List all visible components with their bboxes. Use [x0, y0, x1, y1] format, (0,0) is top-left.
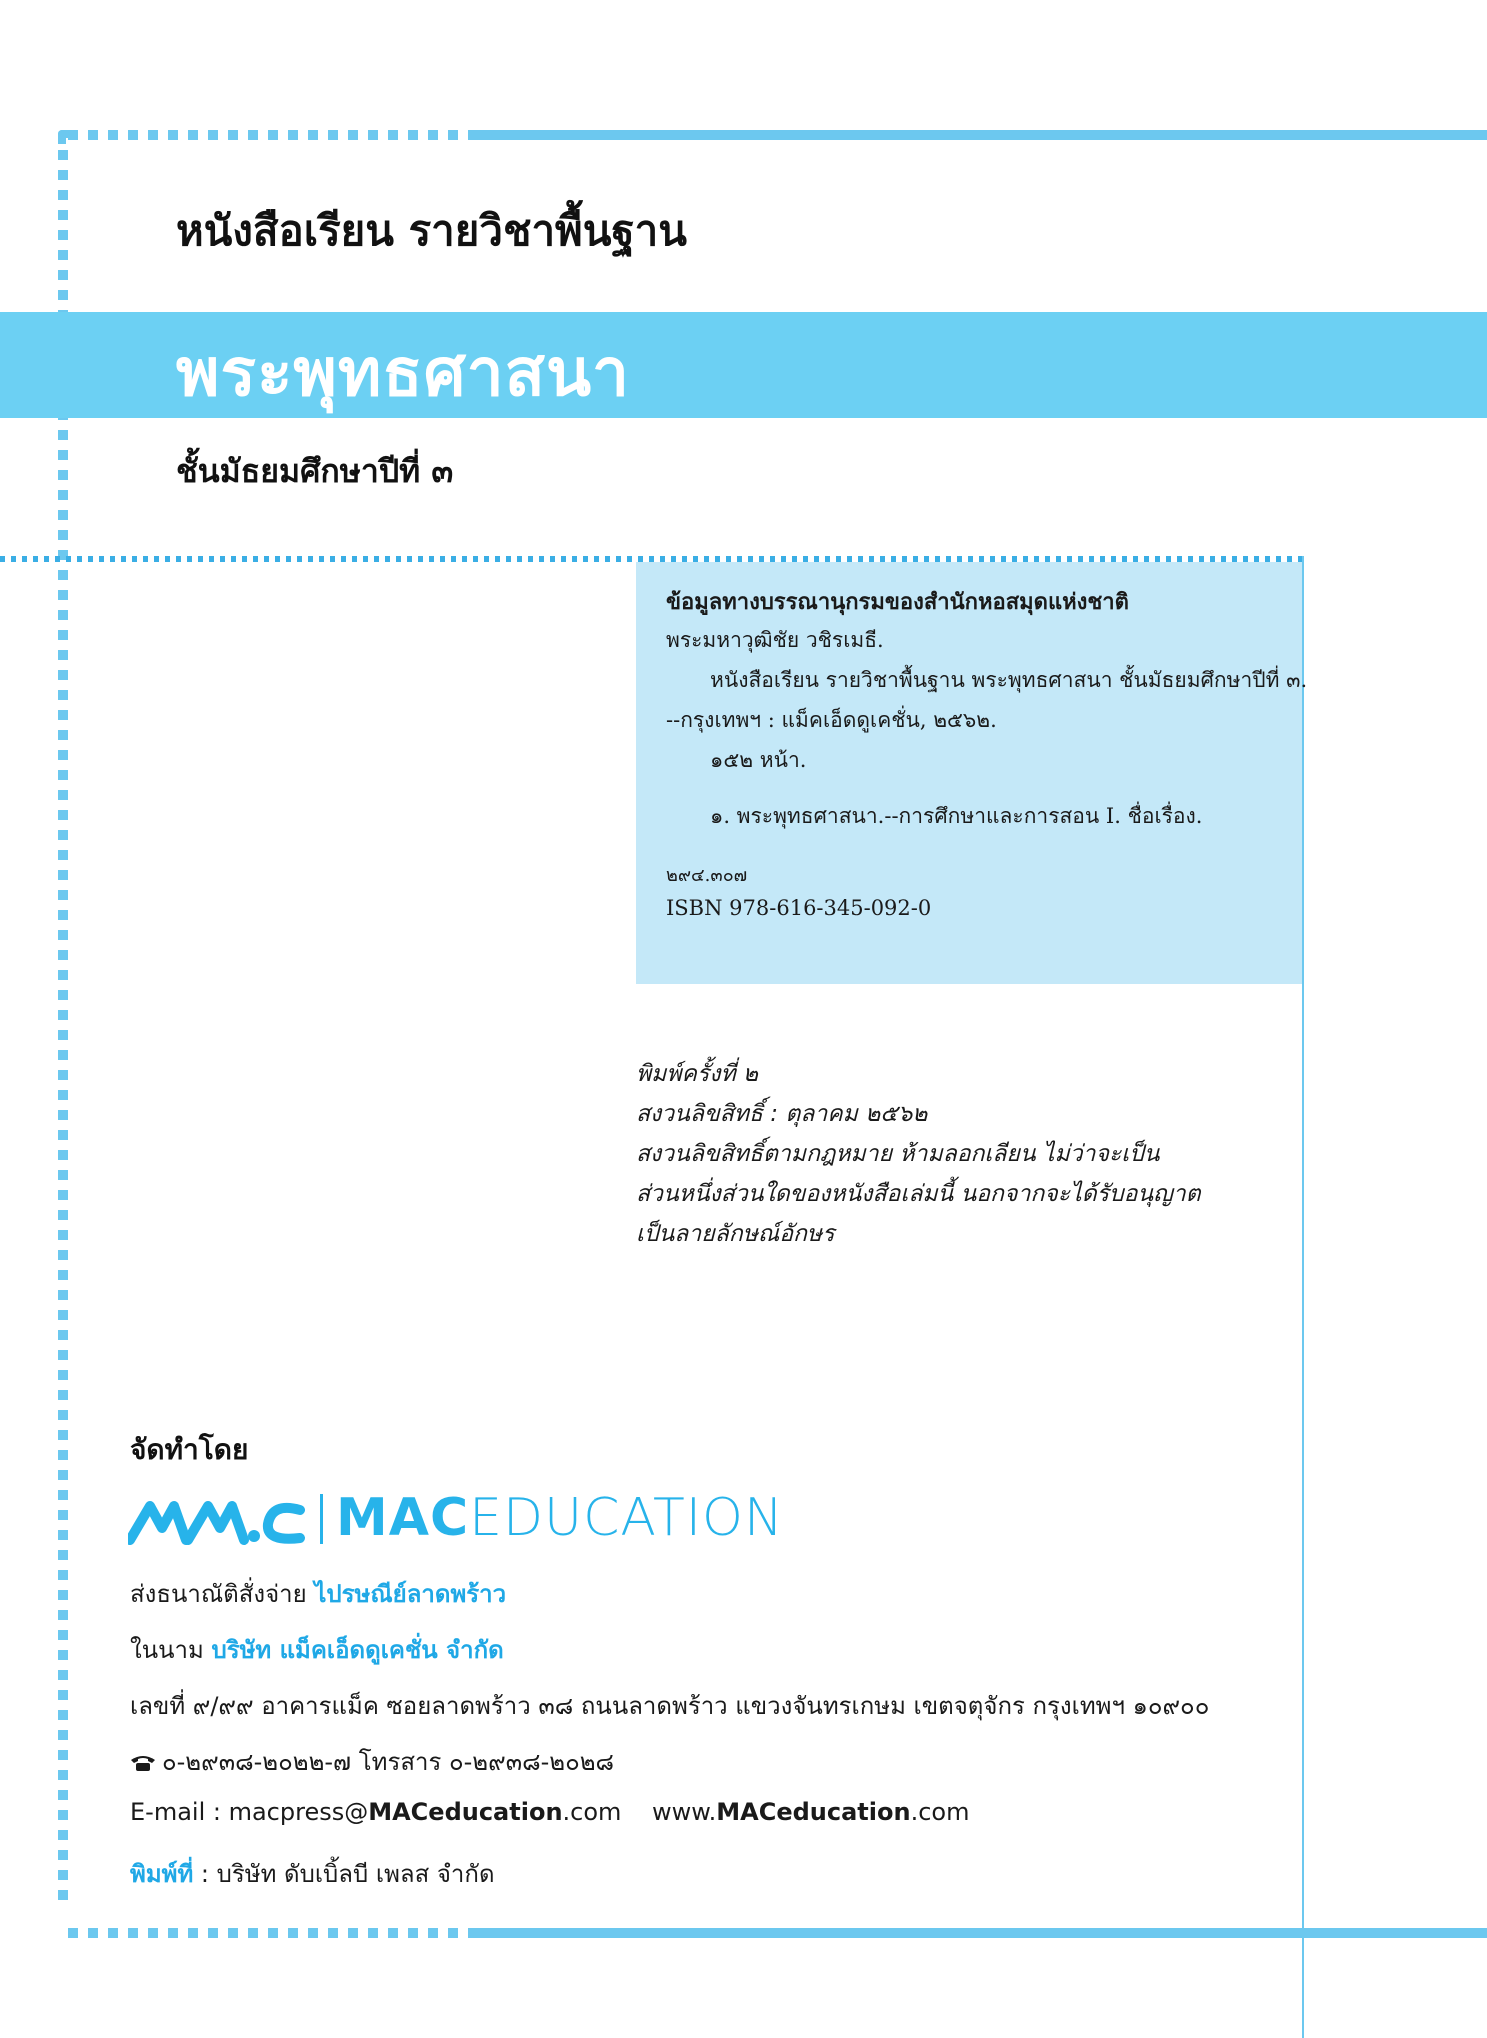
copyright-date: สงวนลิขสิทธิ์ : ตุลาคม ๒๕๖๒ — [636, 1101, 928, 1127]
cip-isbn: ISBN 978-616-345-092-0 — [666, 896, 932, 920]
contact-line: E-mail : macpress@MACeducation.com www.MACeducation.com — [130, 1798, 970, 1826]
grade-level: ชั้นมัธยมศึกษาปีที่ ๓ — [176, 452, 454, 490]
printer-label: พิมพ์ที่ — [130, 1860, 194, 1888]
produced-by-label: จัดทำโดย — [130, 1433, 249, 1466]
edition-number: พิมพ์ครั้งที่ ๒ — [636, 1061, 759, 1087]
frame-bottom-solid — [474, 1928, 1487, 1938]
page-title: พระพุทธศาสนา — [176, 334, 631, 411]
company-name-line: ในนาม บริษัท แม็คเอ็ดดูเคชั่น จำกัด — [130, 1636, 504, 1664]
website-link[interactable]: www.MACeducation.com — [651, 1798, 970, 1826]
money-order-line: ส่งธนาณัติสั่งจ่าย ไปรษณีย์ลาดพร้าว — [130, 1580, 507, 1608]
printer-line: พิมพ์ที่ : บริษัท ดับเบิ้ลบี เพลส จำกัด — [130, 1860, 495, 1888]
phone-line: ๐-๒๙๓๘-๒๐๒๒-๗ โทรสาร ๐-๒๙๓๘-๒๐๒๘ — [130, 1742, 614, 1781]
subject-line: หนังสือเรียน รายวิชาพื้นฐาน — [176, 206, 687, 255]
copyright-notice-3: เป็นลายลักษณ์อักษร — [636, 1221, 835, 1247]
mac-logo-icon — [128, 1496, 308, 1548]
cip-pages: ๑๕๒ หน้า. — [710, 748, 807, 772]
cip-book-title: หนังสือเรียน รายวิชาพื้นฐาน พระพุทธศาสนา ชั้นมัธยมศึกษาปีที่ ๓. — [710, 668, 1308, 692]
frame-corner — [58, 130, 72, 144]
mac-education-logo: MACEDUCATION — [336, 1488, 784, 1548]
logo-separator — [320, 1494, 323, 1544]
money-order-value: ไปรษณีย์ลาดพร้าว — [314, 1580, 507, 1608]
cip-publisher: --กรุงเทพฯ : แม็คเอ็ดดูเคชั่น, ๒๕๖๒. — [666, 708, 997, 732]
cip-subjects: ๑. พระพุทธศาสนา.--การศึกษาและการสอน I. ชื่อเรื่อง. — [710, 804, 1203, 828]
cip-author: พระมหาวุฒิชัย วชิรเมธี. — [666, 628, 884, 652]
company-name: บริษัท แม็คเอ็ดดูเคชั่น จำกัด — [211, 1636, 504, 1664]
cip-class-number: ๒๙๔.๓๐๗ — [666, 865, 748, 886]
cip-box — [636, 562, 1308, 984]
cip-heading: ข้อมูลทางบรรณานุกรมของสำนักหอสมุดแห่งชาติ — [666, 590, 1129, 615]
address-line: เลขที่ ๙/๙๙ อาคารแม็ค ซอยลาดพร้าว ๓๘ ถนนลาดพร้าว แขวงจันทรเกษม เขตจตุจักร กรุงเทพฯ ๑๐๙๐๐ — [130, 1692, 1210, 1720]
vertical-rule — [1302, 556, 1304, 2038]
frame-top-solid — [474, 130, 1487, 140]
frame-top-dashed — [68, 130, 474, 140]
copyright-notice-2: ส่วนหนึ่งส่วนใดของหนังสือเล่มนี้ นอกจากจะได้รับอนุญาต — [636, 1181, 1201, 1207]
telephone-icon — [130, 1754, 156, 1772]
copyright-notice-1: สงวนลิขสิทธิ์ตามกฎหมาย ห้ามลอกเลียน ไม่ว่าจะเป็น — [636, 1141, 1160, 1167]
frame-bottom-dashed — [68, 1928, 474, 1938]
